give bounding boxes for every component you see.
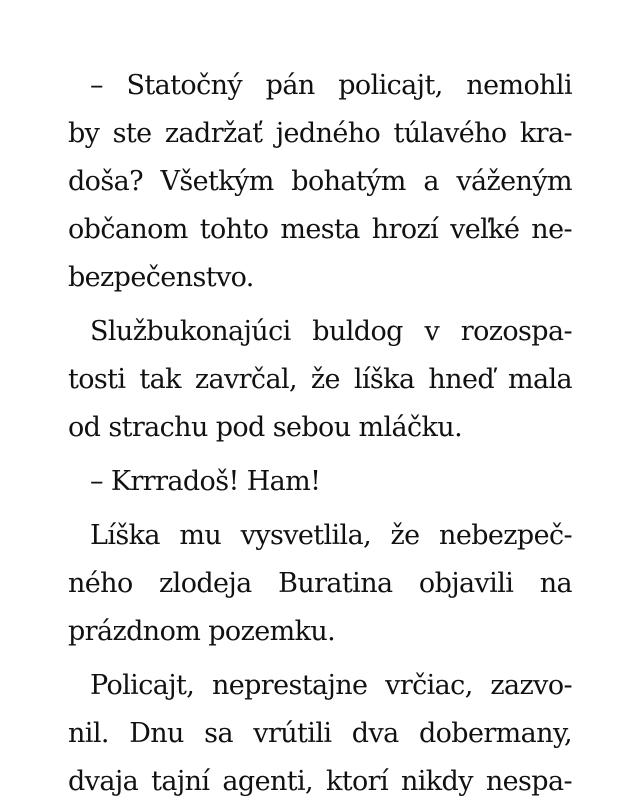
paragraph-1 (68, 62, 572, 302)
text-line: Službukonajúci buldog v rozospa- (90, 316, 572, 347)
text-line: nil. Dnu sa vrútili dva dobermany, (68, 718, 572, 749)
text-line: bezpečenstvo. (68, 262, 254, 293)
page-text (68, 62, 572, 806)
paragraph-3 (68, 458, 572, 506)
text-line: občanom tohto mesta hrozí veľké ne- (68, 214, 572, 245)
text-line: prázdnom pozemku. (68, 616, 336, 647)
text-line: ného zlodeja Buratina objavili na (68, 568, 572, 599)
paragraph-2 (68, 308, 572, 452)
text-line: – Krrradoš! Ham! (90, 466, 321, 497)
text-line: Policajt, neprestajne vrčiac, zazvo- (90, 670, 572, 701)
text-line: – Statočný pán policajt, nemohli (90, 70, 572, 101)
text-line: dvaja tajní agenti, ktorí nikdy nespa- (68, 766, 572, 797)
paragraph-5 (68, 662, 572, 806)
text-line: doša? Všetkým bohatým a váženým (68, 166, 572, 197)
text-line: by ste zadržať jedného túlavého kra- (68, 118, 572, 149)
text-line: od strachu pod sebou mláčku. (68, 412, 463, 443)
paragraph-4 (68, 512, 572, 656)
text-line: tosti tak zavrčal, že líška hneď mala (68, 364, 572, 395)
text-line: Líška mu vysvetlila, že nebezpeč- (90, 520, 572, 551)
